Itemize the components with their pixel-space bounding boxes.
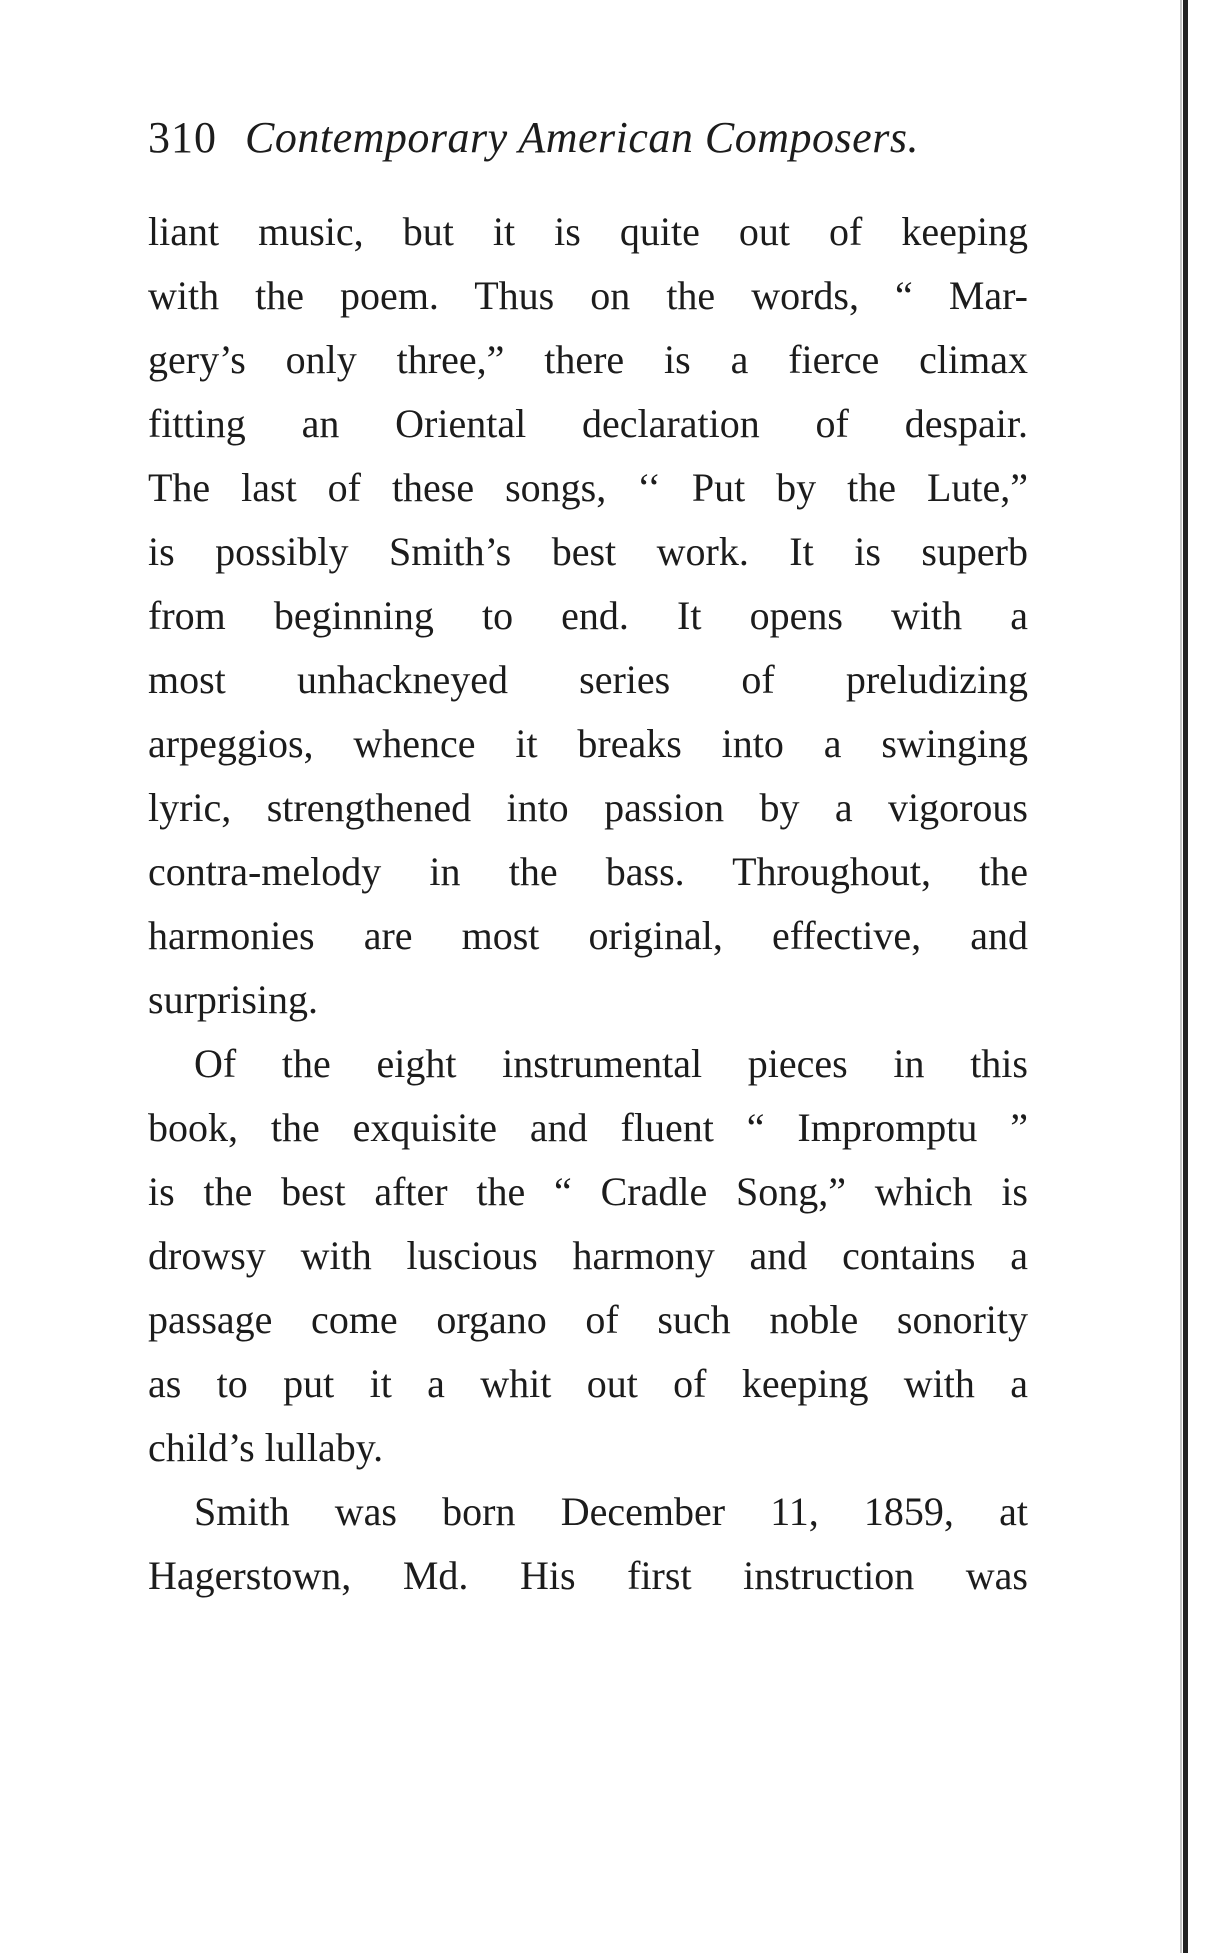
page-header [148, 110, 919, 166]
text-line: surprising. [148, 977, 318, 1022]
text-line: as to put it a whit out of keeping with a [148, 1361, 1028, 1406]
body-text [148, 200, 1028, 1608]
text-line: arpeggios, whence it breaks into a swinging [148, 721, 1028, 766]
text-line: Hagerstown, Md. His first instruction was [148, 1553, 1028, 1598]
text-line: drowsy with luscious harmony and contains a [148, 1233, 1028, 1278]
text-line: from beginning to end. It opens with a [148, 593, 1028, 638]
text-line: liant music, but it is quite out of keeping [148, 209, 1028, 254]
text-line: most unhackneyed series of preludizing [148, 657, 1028, 702]
page-number: 310 [148, 113, 217, 162]
text-line: harmonies are most original, effective, and [148, 913, 1028, 958]
text-line: Of the eight instrumental pieces in this [194, 1041, 1028, 1086]
text-line: is the best after the “ Cradle Song,” which is [148, 1169, 1028, 1214]
binding-shadow [1180, 0, 1182, 1953]
text-line: The last of these songs, ‘‘ Put by the Lute,” [148, 465, 1028, 510]
text-line: passage come organo of such noble sonority [148, 1297, 1028, 1342]
text-line: with the poem. Thus on the words, “ Mar- [148, 273, 1028, 318]
text-line: Smith was born December 11, 1859, at [194, 1489, 1028, 1534]
running-title: Contemporary American Composers. [245, 113, 919, 162]
text-line: gery’s only three,” there is a fierce climax [148, 337, 1028, 382]
text-line: contra-melody in the bass. Throughout, the [148, 849, 1028, 894]
binding-edge [1183, 0, 1188, 1953]
text-line: is possibly Smith’s best work. It is superb [148, 529, 1028, 574]
text-line: book, the exquisite and fluent “ Impromptu ” [148, 1105, 1028, 1150]
text-line: lyric, strengthened into passion by a vigorous [148, 785, 1028, 830]
text-line: fitting an Oriental declaration of despair. [148, 401, 1028, 446]
text-line: child’s lullaby. [148, 1425, 384, 1470]
